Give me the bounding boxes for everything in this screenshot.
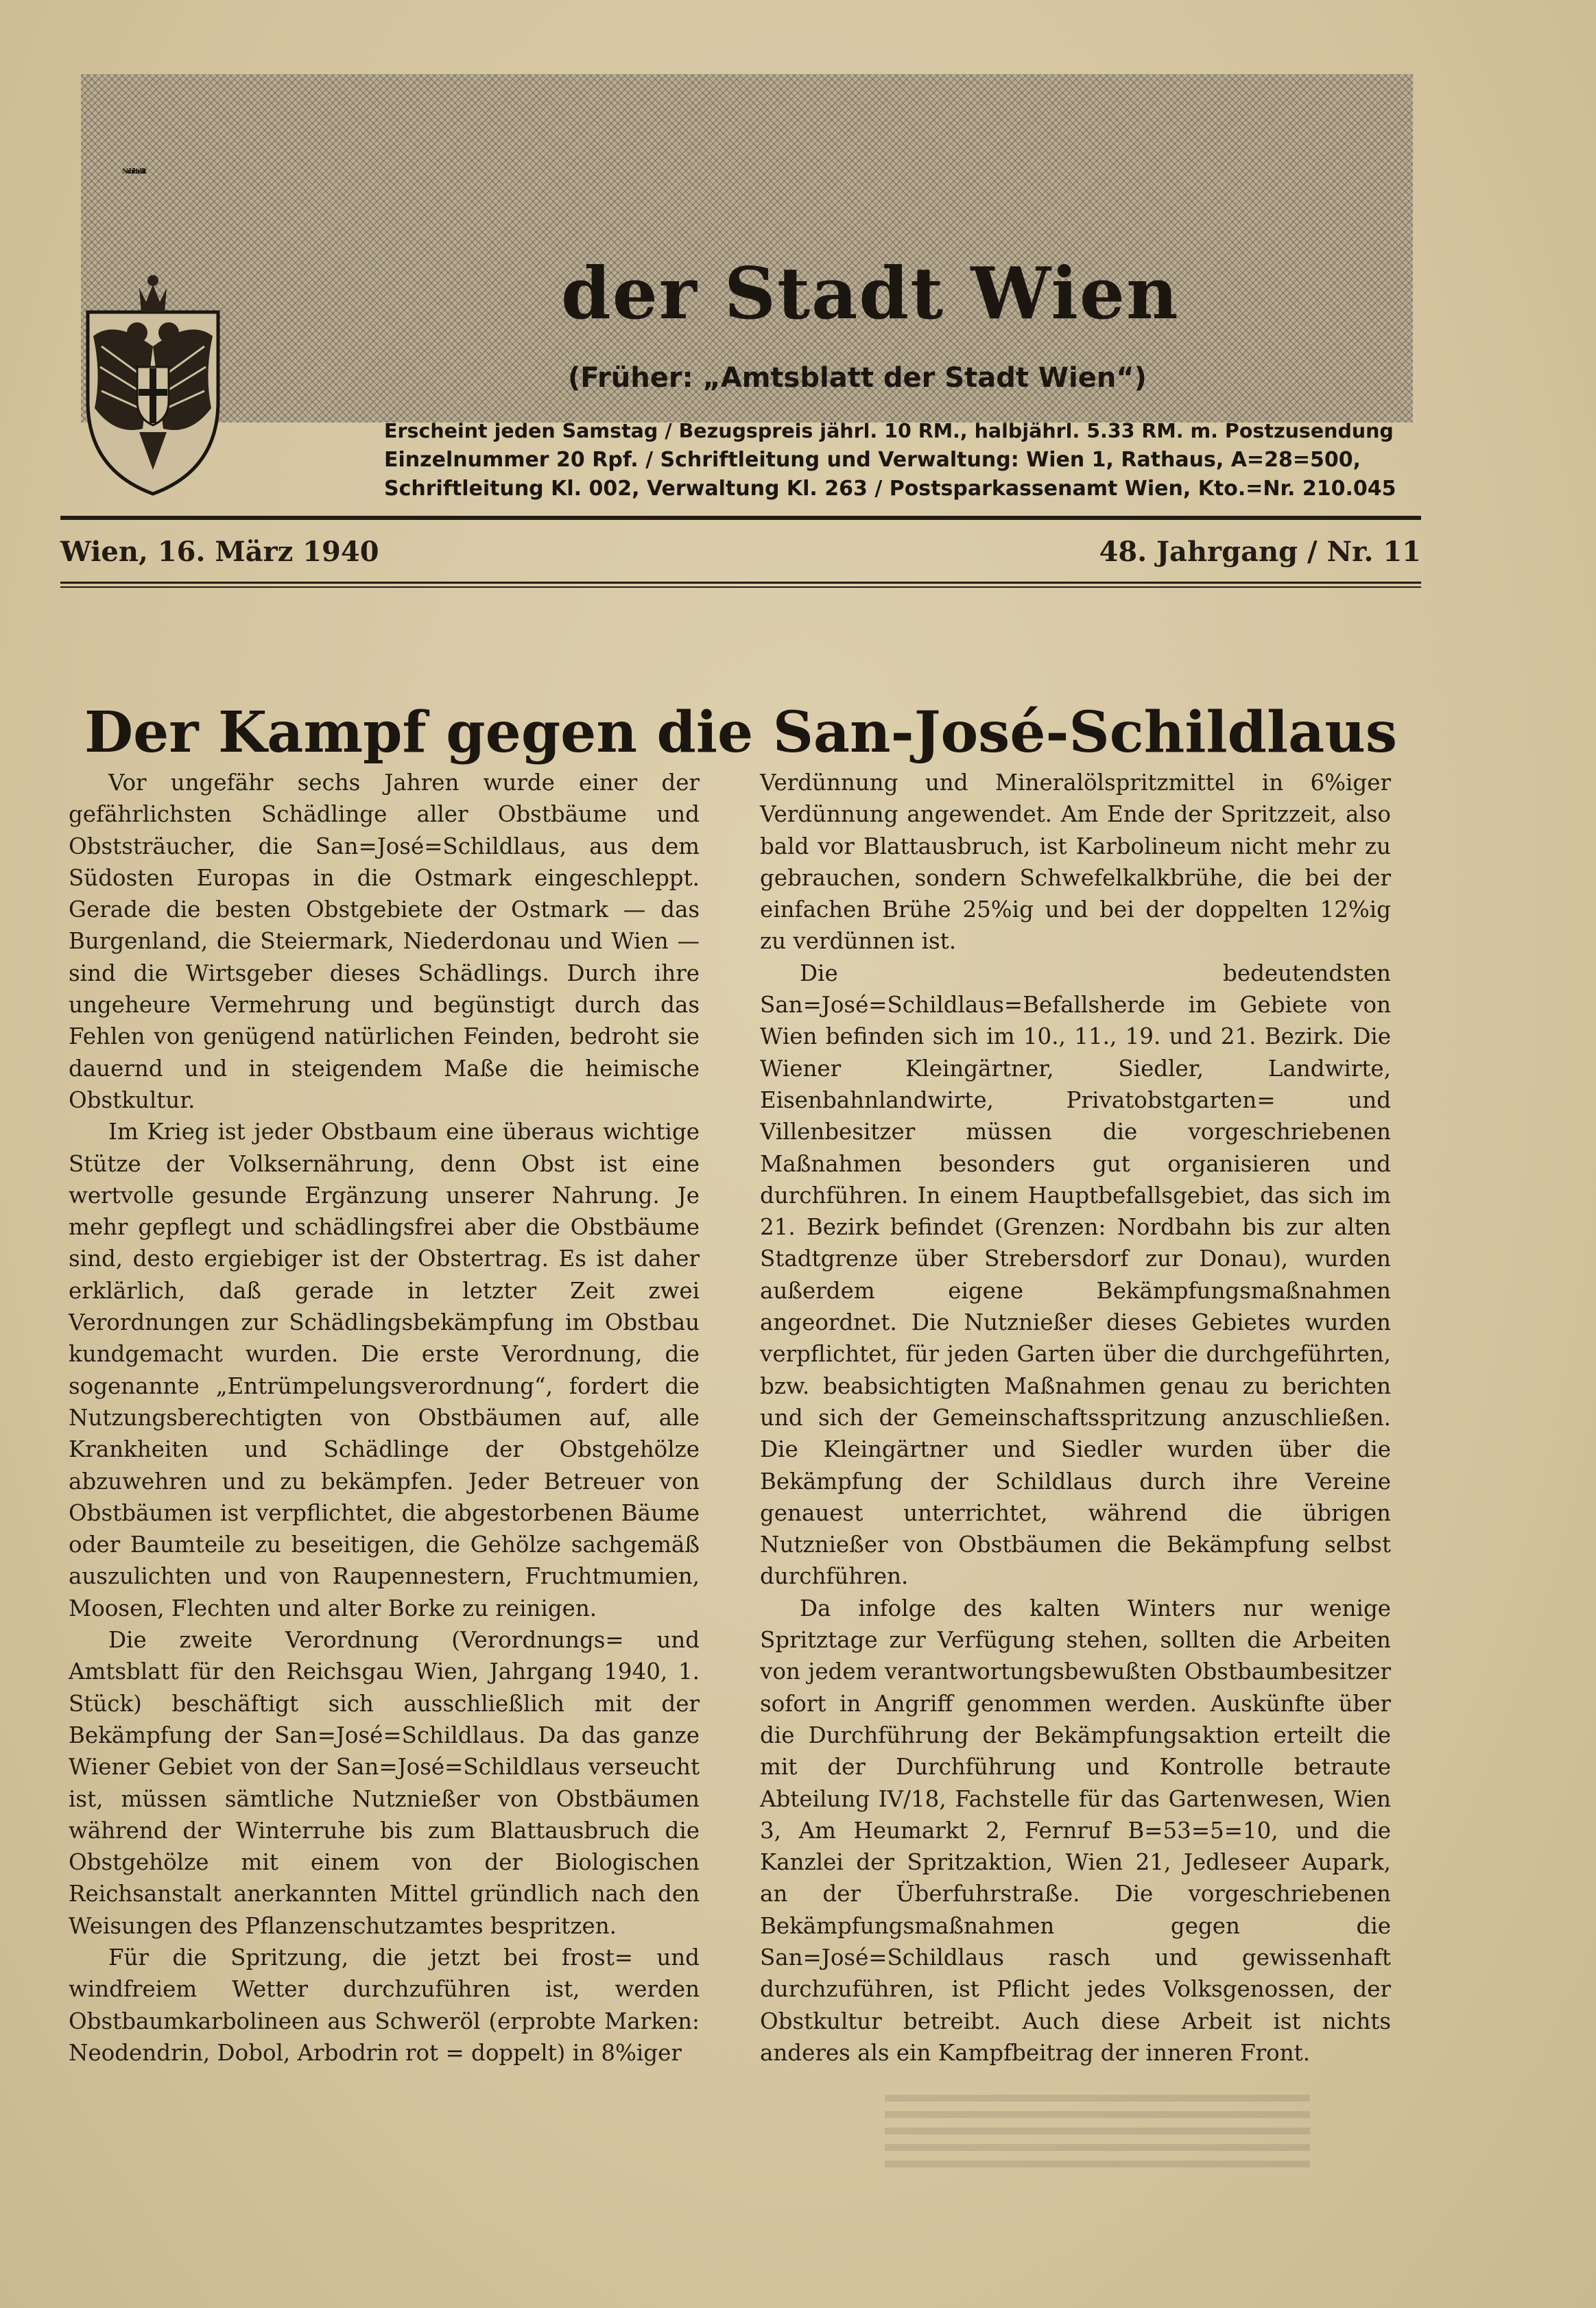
publication-info-line: Schriftleitung Kl. 002, Verwaltung Kl. 263 / Postsparkassenamt Wien, Kto.=Nr. 210.045 bbox=[384, 477, 1396, 501]
dateline-rule bbox=[60, 582, 1421, 588]
newspaper-subtitle: der Stadt Wien bbox=[561, 251, 1180, 335]
article-column-left bbox=[69, 767, 700, 2069]
issue-date: Wien, 16. März 1940 bbox=[60, 536, 379, 568]
publication-info-line: Erscheint jeden Samstag / Bezugspreis jährl. 10 RM., halbjährl. 5.33 RM. m. Postzusendung bbox=[384, 420, 1394, 442]
bleed-through-shadow bbox=[885, 2085, 1310, 2188]
vienna-eagle-crest-icon bbox=[74, 264, 232, 497]
dateline bbox=[60, 532, 1421, 573]
newspaper-title: Nachrichtenblatt bbox=[122, 168, 145, 176]
article-column-right bbox=[760, 767, 1391, 2069]
masthead-rule bbox=[60, 516, 1421, 520]
issue-volume: 48. Jahrgang / Nr. 11 bbox=[1099, 536, 1421, 568]
article-paragraph-continued: Verdünnung und Mineralölspritzmittel in 6%iger Verdünnung angewendet. Am Ende der Spritzzeit, also bald vor Blattausbruch, ist Karbolineum nicht mehr zu gebrauchen, sondern Schwefelkalkbrühe, die bei der einfachen Brühe 25%ig und bei der doppelten 12%ig zu verdünnen ist. bbox=[760, 770, 1391, 955]
article-paragraph: Die bedeutendsten San=José=Schildlaus=Befallsherde im Gebiete von Wien befinden sich im 10., 11., 19. und 21. Bezirk. Die Wiener Kleingärtner, Siedler, Landwirte, Eisenbahnlandwirte, Privatobstgarten= und Villenbesitzer müssen die vorgeschriebenen Maßnahmen besonders gut organisieren und durchführen. In einem Hauptbefallsgebiet, das sich im 21. Bezirk befindet (Grenzen: Nordbahn bis zur alten Stadtgrenze über Strebersdorf zur Donau), wurden außerdem eigene Bekämpfungsmaßnahmen angeordnet. Die Nutznießer dieses Gebietes wurden verpflichtet, für jeden Garten über die durchgeführten, bzw. beabsichtigten Maßnahmen genau zu berichten und sich der Gemeinschaftsspritzung anzuschließen. Die Kleingärtner und Siedler wurden über die Bekämpfung der Schildlaus durch ihre Vereine genauest unterrichtet, während die übrigen Nutznießer von Obstbäumen die Bekämpfung selbst durchführen. bbox=[760, 960, 1391, 1590]
article-paragraph: Im Krieg ist jeder Obstbaum eine überaus wichtige Stütze der Volksernährung, denn Obst ist eine wertvolle gesunde Ergänzung unserer Nahrung. Je mehr gepflegt und schädlingsfrei aber die Obstbäume sind, desto ergiebiger ist der Obstertrag. Es ist daher erklärlich, daß gerade in letzter Zeit zwei Verordnungen zur Schädlingsbekämpfung im Obstbau kundgemacht wurden. Die erste Verordnung, die sogenannte „Entrümpelungsverordnung“, fordert die Nutzungsberechtigten von Obstbäumen auf, alle Krankheiten und Schädlinge der Obstgehölze abzuwehren und zu bekämpfen. Jeder Betreuer von Obstbäumen ist verpflichtet, die abgestorbenen Bäume oder Baumteile zu beseitigen, die Gehölze sachgemäß auszulichten und von Raupennestern, Fruchtmumien, Moosen, Flechten und alter Borke zu reinigen. bbox=[69, 1119, 700, 1621]
article-paragraph: Vor ungefähr sechs Jahren wurde einer der gefährlichsten Schädlinge aller Obstbäume und Obststräucher, die San=José=Schildlaus, aus dem Südosten Europas in die Ostmark eingeschleppt. Gerade die besten Obstgebiete der Ostmark — das Burgenland, die Steiermark, Niederdonau und Wien — sind die Wirtsgeber dieses Schädlings. Durch ihre ungeheure Vermehrung und begünstigt durch das Fehlen von genügend natürlichen Feinden, bedroht sie dauernd und in steigendem Maße die heimische Obstkultur. bbox=[69, 770, 700, 1113]
article-headline: Der Kampf gegen die San-José-Schildlaus bbox=[84, 699, 1398, 765]
publication-info bbox=[384, 417, 1399, 503]
article-paragraph: Die zweite Verordnung (Verordnungs= und Amtsblatt für den Reichsgau Wien, Jahrgang 1940, 1. Stück) beschäftigt sich ausschließlich mit der Bekämpfung der San=José=Schildlaus. Da das ganze Wiener Gebiet von der San=José=Schildlaus verseucht ist, müssen sämtliche Nutznießer von Obstbäumen während der Winterruhe bis zum Blattausbruch die Obstgehölze mit einem von der Biologischen Reichsanstalt anerkannten Mittel gründlich nach den Weisungen des Pflanzenschutzamtes bespritzen. bbox=[69, 1627, 700, 1939]
former-title-note: (Früher: „Amtsblatt der Stadt Wien“) bbox=[568, 362, 1147, 394]
article-paragraph: Da infolge des kalten Winters nur wenige Spritztage zur Verfügung stehen, sollten die Arbeiten von jedem verantwortungsbewußten Obstbaumbesitzer sofort in Angriff genommen werden. Auskünfte über die Durchführung der Bekämpfungsaktion erteilt die mit der Durchführung und Kontrolle betraute Abteilung IV/18, Fachstelle für das Gartenwesen, Wien 3, Am Heumarkt 2, Fernruf B=53=5=10, und die Kanzlei der Spritzaktion, Wien 21, Jedleseer Aupark, an der Überfuhrstraße. Die vorgeschriebenen Bekämpfungsmaßnahmen gegen die San=José=Schildlaus rasch und gewissenhaft durchzuführen, ist Pflicht jedes Volksgenossen, der Obstkultur betreibt. Auch diese Arbeit ist nichts anderes als ein Kampfbeitrag der inneren Front. bbox=[760, 1595, 1391, 2066]
publication-info-line: Einzelnummer 20 Rpf. / Schriftleitung und Verwaltung: Wien 1, Rathaus, A=28=500, bbox=[384, 448, 1361, 472]
article-paragraph: Für die Spritzung, die jetzt bei frost= und windfreiem Wetter durchzuführen ist, werden Obstbaumkarbolineen aus Schweröl (erprobte Marken: Neodendrin, Dobol, Arbodrin rot = doppelt) in 8%iger bbox=[69, 1944, 700, 2066]
